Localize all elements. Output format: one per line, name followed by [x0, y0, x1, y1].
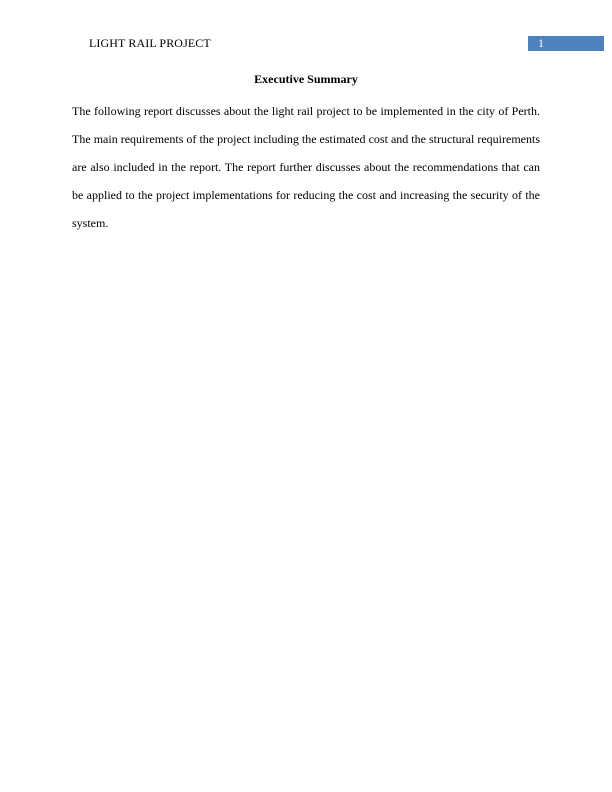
running-header-title: LIGHT RAIL PROJECT [89, 36, 211, 50]
page-number: 1 [538, 36, 544, 50]
section-heading: Executive Summary [254, 72, 358, 86]
page-number-badge [528, 36, 604, 51]
body-paragraph: The following report discusses about the light rail project to be implemented in the city of Perth. The main requirements of the project including the estimated cost and the structural requirements are also included in the report. The report further discusses about the recommendations that can be applied to the project implementations for reducing the cost and increasing the security of the system. [72, 104, 540, 230]
